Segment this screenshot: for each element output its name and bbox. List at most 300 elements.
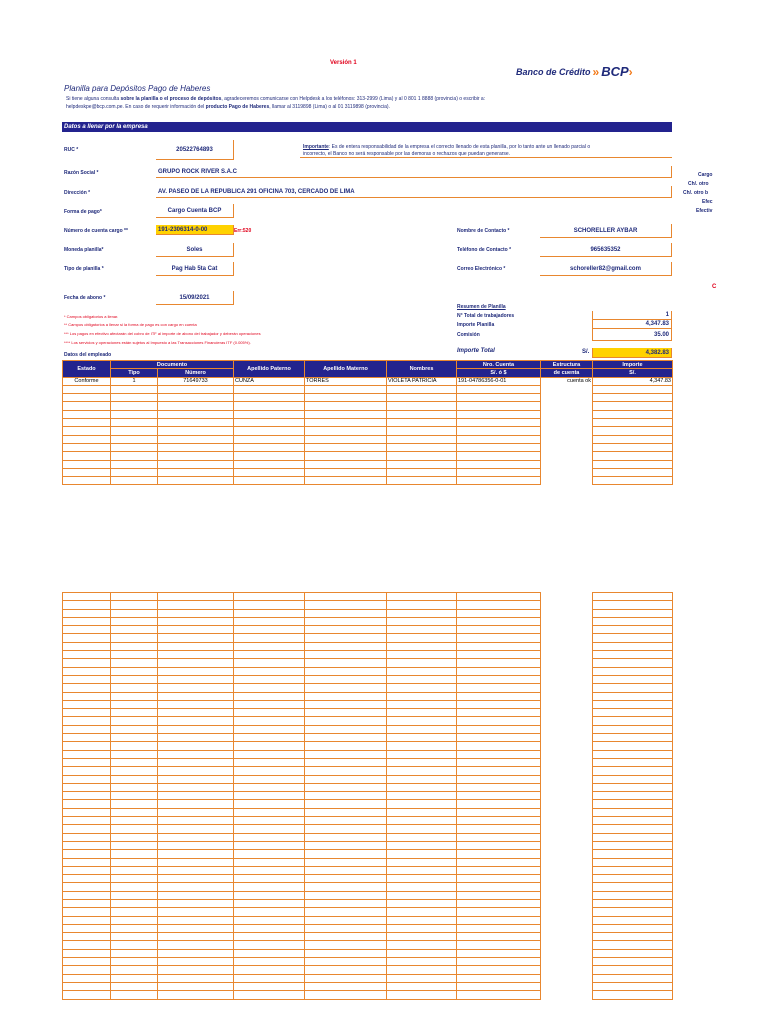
empty-cell[interactable] [111, 452, 158, 460]
empty-cell[interactable] [593, 626, 673, 634]
empty-cell[interactable] [593, 783, 673, 791]
empty-cell[interactable] [457, 427, 541, 435]
empty-cell[interactable] [593, 692, 673, 700]
empty-cell[interactable] [457, 742, 541, 750]
empty-cell[interactable] [457, 916, 541, 924]
empty-cell[interactable] [234, 825, 305, 833]
empty-cell[interactable] [387, 850, 457, 858]
table-row[interactable] [593, 626, 673, 634]
empty-cell[interactable] [63, 924, 111, 932]
empty-cell[interactable] [111, 402, 158, 410]
empty-cell[interactable] [593, 468, 673, 476]
empty-cell[interactable] [593, 675, 673, 683]
empty-cell[interactable] [63, 601, 111, 609]
empty-cell[interactable] [457, 767, 541, 775]
importe-row[interactable] [541, 419, 673, 427]
empty-cell[interactable] [457, 982, 541, 990]
empty-cell[interactable] [234, 675, 305, 683]
empty-cell[interactable] [111, 626, 158, 634]
empty-cell[interactable] [305, 833, 387, 841]
table-row[interactable] [593, 617, 673, 625]
empty-cell[interactable] [457, 899, 541, 907]
empty-cell[interactable] [387, 792, 457, 800]
table-row[interactable] [593, 709, 673, 717]
empty-cell[interactable] [457, 709, 541, 717]
importe-row[interactable] [541, 460, 673, 468]
empty-cell[interactable] [387, 410, 457, 418]
empty-cell[interactable] [63, 468, 111, 476]
empty-cell[interactable] [593, 394, 673, 402]
empty-cell[interactable] [387, 767, 457, 775]
empty-cell[interactable] [158, 841, 234, 849]
empty-cell[interactable] [387, 717, 457, 725]
empty-cell[interactable] [387, 858, 457, 866]
empty-cell[interactable] [63, 419, 111, 427]
empty-cell[interactable] [305, 974, 387, 982]
empty-cell[interactable] [234, 850, 305, 858]
table-row[interactable] [63, 991, 541, 999]
empty-cell[interactable] [593, 966, 673, 974]
empty-cell[interactable] [305, 949, 387, 957]
empty-cell[interactable] [387, 593, 457, 601]
table-row[interactable] [593, 991, 673, 999]
empty-cell[interactable] [158, 617, 234, 625]
table-row[interactable] [63, 858, 541, 866]
table-row[interactable] [593, 609, 673, 617]
empty-cell[interactable] [158, 908, 234, 916]
table-row[interactable] [63, 642, 541, 650]
empty-cell[interactable] [457, 825, 541, 833]
table-row[interactable] [63, 709, 541, 717]
empty-cell[interactable] [234, 783, 305, 791]
empty-cell[interactable] [387, 460, 457, 468]
empty-cell[interactable] [111, 443, 158, 451]
empty-cell[interactable] [457, 966, 541, 974]
importe-row[interactable] [541, 402, 673, 410]
table-row[interactable] [593, 725, 673, 733]
empty-cell[interactable] [593, 402, 673, 410]
table-row[interactable] [593, 642, 673, 650]
table-row[interactable] [63, 808, 541, 816]
empty-cell[interactable] [111, 750, 158, 758]
empty-cell[interactable] [457, 833, 541, 841]
empty-cell[interactable] [111, 949, 158, 957]
empty-cell[interactable] [593, 435, 673, 443]
table-row[interactable] [593, 924, 673, 932]
empty-cell[interactable] [457, 609, 541, 617]
empty-cell[interactable] [234, 427, 305, 435]
empty-cell[interactable] [234, 725, 305, 733]
empty-cell[interactable] [234, 924, 305, 932]
empty-cell[interactable] [457, 634, 541, 642]
empty-cell[interactable] [457, 435, 541, 443]
empty-cell[interactable] [111, 775, 158, 783]
empty-cell[interactable] [111, 684, 158, 692]
empty-cell[interactable] [234, 841, 305, 849]
cell-importe[interactable]: 4,347.83 [593, 377, 673, 385]
empty-cell[interactable] [111, 982, 158, 990]
empty-cell[interactable] [63, 460, 111, 468]
empty-cell[interactable] [387, 742, 457, 750]
importe-row[interactable] [541, 427, 673, 435]
empty-cell[interactable] [158, 667, 234, 675]
empty-cell[interactable] [63, 659, 111, 667]
table-row[interactable] [63, 758, 541, 766]
empty-cell[interactable] [387, 991, 457, 999]
empty-cell[interactable] [593, 742, 673, 750]
empty-cell[interactable] [63, 858, 111, 866]
empty-cell[interactable] [63, 891, 111, 899]
empty-cell[interactable] [387, 634, 457, 642]
empty-cell[interactable] [158, 875, 234, 883]
empty-cell[interactable] [457, 452, 541, 460]
empty-cell[interactable] [63, 477, 111, 485]
empty-cell[interactable] [387, 651, 457, 659]
empty-cell[interactable] [63, 808, 111, 816]
empty-cell[interactable] [387, 427, 457, 435]
table-row[interactable] [63, 875, 541, 883]
empty-cell[interactable] [111, 692, 158, 700]
empty-cell[interactable] [305, 750, 387, 758]
empty-cell[interactable] [305, 899, 387, 907]
empty-cell[interactable] [63, 949, 111, 957]
table-row[interactable] [593, 758, 673, 766]
empty-cell[interactable] [234, 477, 305, 485]
empty-cell[interactable] [111, 875, 158, 883]
empty-cell[interactable] [234, 974, 305, 982]
empty-cell[interactable] [158, 825, 234, 833]
table-row[interactable] [593, 883, 673, 891]
empty-cell[interactable] [234, 435, 305, 443]
empty-cell[interactable] [158, 460, 234, 468]
empty-cell[interactable] [593, 916, 673, 924]
correo-field[interactable]: schoreller82@gmail.com [540, 262, 672, 276]
empty-cell[interactable] [387, 385, 457, 393]
empty-cell[interactable] [593, 875, 673, 883]
empty-cell[interactable] [158, 394, 234, 402]
empty-cell[interactable] [457, 394, 541, 402]
empty-cell[interactable] [158, 941, 234, 949]
empty-cell[interactable] [234, 651, 305, 659]
empty-cell[interactable] [111, 700, 158, 708]
empty-cell[interactable] [111, 617, 158, 625]
empty-cell[interactable] [457, 626, 541, 634]
empty-cell[interactable] [457, 974, 541, 982]
table-row[interactable] [63, 817, 541, 825]
table-row[interactable] [593, 800, 673, 808]
empty-cell[interactable] [63, 767, 111, 775]
empty-cell[interactable] [387, 684, 457, 692]
empty-cell[interactable] [234, 700, 305, 708]
empty-cell[interactable] [158, 949, 234, 957]
importe-row[interactable] [541, 477, 673, 485]
empty-cell[interactable] [111, 966, 158, 974]
empty-cell[interactable] [305, 858, 387, 866]
table-row[interactable] [593, 634, 673, 642]
empty-cell[interactable] [387, 709, 457, 717]
empty-cell[interactable] [234, 692, 305, 700]
empty-cell[interactable] [593, 725, 673, 733]
empty-cell[interactable] [387, 783, 457, 791]
cell-ap-materno[interactable]: TORRES [305, 377, 387, 385]
empty-cell[interactable] [593, 642, 673, 650]
empty-cell[interactable] [234, 452, 305, 460]
empty-cell[interactable] [593, 634, 673, 642]
empty-cell[interactable] [305, 601, 387, 609]
importe-row[interactable] [541, 468, 673, 476]
empty-cell[interactable] [111, 468, 158, 476]
table-row[interactable] [63, 750, 541, 758]
empty-cell[interactable] [387, 402, 457, 410]
table-row[interactable] [593, 667, 673, 675]
empty-cell[interactable] [457, 675, 541, 683]
empty-cell[interactable] [305, 991, 387, 999]
empty-cell[interactable] [593, 659, 673, 667]
table-row[interactable] [63, 933, 541, 941]
empty-cell[interactable] [63, 642, 111, 650]
table-row[interactable] [63, 593, 541, 601]
empty-cell[interactable] [457, 758, 541, 766]
cell-numero[interactable]: 71649733 [158, 377, 234, 385]
table-row[interactable] [63, 982, 541, 990]
empty-cell[interactable] [305, 825, 387, 833]
empty-cell[interactable] [305, 684, 387, 692]
empty-cell[interactable] [305, 435, 387, 443]
empty-cell[interactable] [593, 767, 673, 775]
empty-cell[interactable] [111, 460, 158, 468]
empty-cell[interactable] [63, 875, 111, 883]
cell-ap-paterno[interactable]: CUNZA [234, 377, 305, 385]
empty-cell[interactable] [305, 460, 387, 468]
empty-cell[interactable] [111, 825, 158, 833]
empty-cell[interactable] [111, 477, 158, 485]
empty-cell[interactable] [234, 617, 305, 625]
empty-cell[interactable] [305, 850, 387, 858]
empty-cell[interactable] [387, 675, 457, 683]
empty-cell[interactable] [593, 601, 673, 609]
empty-cell[interactable] [387, 833, 457, 841]
empty-cell[interactable] [457, 908, 541, 916]
empty-cell[interactable] [305, 734, 387, 742]
empty-cell[interactable] [111, 742, 158, 750]
table-row[interactable] [593, 850, 673, 858]
table-row[interactable] [593, 949, 673, 957]
empty-cell[interactable] [158, 385, 234, 393]
empty-cell[interactable] [457, 891, 541, 899]
empty-cell[interactable] [111, 866, 158, 874]
empty-cell[interactable] [593, 833, 673, 841]
empty-cell[interactable] [305, 394, 387, 402]
empty-cell[interactable] [111, 675, 158, 683]
table-row[interactable] [63, 377, 541, 385]
table-row[interactable] [63, 419, 541, 427]
empty-cell[interactable] [593, 899, 673, 907]
empty-cell[interactable] [158, 916, 234, 924]
empty-cell[interactable] [158, 651, 234, 659]
table-row[interactable] [63, 949, 541, 957]
empty-cell[interactable] [111, 435, 158, 443]
empty-cell[interactable] [305, 725, 387, 733]
empty-cell[interactable] [387, 941, 457, 949]
empty-cell[interactable] [305, 958, 387, 966]
empty-cell[interactable] [305, 477, 387, 485]
fecha-field[interactable]: 15/09/2021 [156, 291, 234, 305]
empty-cell[interactable] [457, 991, 541, 999]
empty-cell[interactable] [387, 734, 457, 742]
empty-cell[interactable] [111, 725, 158, 733]
empty-cell[interactable] [158, 452, 234, 460]
table-row[interactable] [63, 841, 541, 849]
table-row[interactable] [63, 941, 541, 949]
empty-cell[interactable] [387, 808, 457, 816]
table-row[interactable] [63, 916, 541, 924]
empty-cell[interactable] [111, 593, 158, 601]
table-row[interactable] [593, 841, 673, 849]
empty-cell[interactable] [457, 651, 541, 659]
empty-cell[interactable] [158, 866, 234, 874]
empty-cell[interactable] [593, 684, 673, 692]
empty-cell[interactable] [305, 767, 387, 775]
empty-cell[interactable] [234, 626, 305, 634]
empty-cell[interactable] [387, 825, 457, 833]
empty-cell[interactable] [111, 833, 158, 841]
empty-cell[interactable] [158, 700, 234, 708]
empty-cell[interactable] [63, 833, 111, 841]
empty-cell[interactable] [63, 593, 111, 601]
empty-cell[interactable] [158, 966, 234, 974]
empty-cell[interactable] [593, 825, 673, 833]
table-row[interactable] [63, 700, 541, 708]
empty-cell[interactable] [305, 941, 387, 949]
empty-cell[interactable] [593, 758, 673, 766]
empty-cell[interactable] [305, 966, 387, 974]
table-row[interactable] [593, 651, 673, 659]
empty-cell[interactable] [63, 617, 111, 625]
empty-cell[interactable] [63, 717, 111, 725]
empty-cell[interactable] [457, 875, 541, 883]
empty-cell[interactable] [234, 991, 305, 999]
empty-cell[interactable] [234, 966, 305, 974]
empty-cell[interactable] [593, 410, 673, 418]
empty-cell[interactable] [305, 593, 387, 601]
empty-cell[interactable] [63, 825, 111, 833]
empty-cell[interactable] [158, 402, 234, 410]
table-row[interactable] [593, 717, 673, 725]
table-row[interactable] [63, 468, 541, 476]
empty-cell[interactable] [63, 908, 111, 916]
empty-cell[interactable] [111, 427, 158, 435]
empty-cell[interactable] [234, 883, 305, 891]
empty-cell[interactable] [457, 734, 541, 742]
empty-cell[interactable] [63, 443, 111, 451]
empty-cell[interactable] [63, 883, 111, 891]
empty-cell[interactable] [457, 933, 541, 941]
table-row[interactable] [63, 792, 541, 800]
empty-cell[interactable] [593, 750, 673, 758]
empty-cell[interactable] [387, 924, 457, 932]
importe-row[interactable] [541, 452, 673, 460]
empty-cell[interactable] [63, 792, 111, 800]
empty-cell[interactable] [111, 817, 158, 825]
forma-pago-field[interactable]: Cargo Cuenta BCP [156, 204, 234, 218]
empty-cell[interactable] [457, 958, 541, 966]
table-row[interactable] [593, 908, 673, 916]
empty-cell[interactable] [593, 808, 673, 816]
empty-cell[interactable] [305, 916, 387, 924]
empty-cell[interactable] [234, 958, 305, 966]
empty-cell[interactable] [158, 991, 234, 999]
empty-cell[interactable] [63, 966, 111, 974]
table-row[interactable] [63, 659, 541, 667]
empty-cell[interactable] [457, 593, 541, 601]
table-row[interactable] [593, 825, 673, 833]
table-row[interactable] [63, 385, 541, 393]
table-row[interactable] [63, 899, 541, 907]
empty-cell[interactable] [111, 941, 158, 949]
empty-cell[interactable] [158, 419, 234, 427]
empty-cell[interactable] [593, 883, 673, 891]
empty-cell[interactable] [234, 468, 305, 476]
importe-row[interactable] [541, 377, 673, 385]
empty-cell[interactable] [593, 477, 673, 485]
table-row[interactable] [593, 916, 673, 924]
empty-cell[interactable] [593, 933, 673, 941]
empty-cell[interactable] [111, 659, 158, 667]
empty-cell[interactable] [63, 435, 111, 443]
table-row[interactable] [63, 800, 541, 808]
cell-estado[interactable]: Conforme [63, 377, 111, 385]
empty-cell[interactable] [111, 974, 158, 982]
empty-cell[interactable] [63, 609, 111, 617]
empty-cell[interactable] [457, 883, 541, 891]
empty-cell[interactable] [111, 991, 158, 999]
empty-cell[interactable] [593, 617, 673, 625]
empty-cell[interactable] [158, 725, 234, 733]
empty-cell[interactable] [158, 601, 234, 609]
table-row[interactable] [593, 792, 673, 800]
empty-cell[interactable] [457, 700, 541, 708]
table-row[interactable] [593, 767, 673, 775]
empty-cell[interactable] [234, 767, 305, 775]
empty-cell[interactable] [63, 841, 111, 849]
table-row[interactable] [593, 808, 673, 816]
empty-cell[interactable] [593, 667, 673, 675]
empty-cell[interactable] [158, 626, 234, 634]
empty-cell[interactable] [387, 452, 457, 460]
contacto-field[interactable]: SCHORELLER AYBAR [540, 224, 672, 238]
empty-cell[interactable] [593, 858, 673, 866]
empty-cell[interactable] [111, 394, 158, 402]
empty-cell[interactable] [158, 958, 234, 966]
table-row[interactable] [63, 452, 541, 460]
empty-cell[interactable] [593, 651, 673, 659]
empty-cell[interactable] [305, 410, 387, 418]
empty-cell[interactable] [305, 775, 387, 783]
empty-cell[interactable] [63, 667, 111, 675]
empty-cell[interactable] [111, 792, 158, 800]
empty-cell[interactable] [158, 933, 234, 941]
empty-cell[interactable] [111, 841, 158, 849]
empty-cell[interactable] [111, 899, 158, 907]
cuenta-field[interactable]: 191-2306314-0-00 [156, 225, 234, 235]
empty-cell[interactable] [158, 883, 234, 891]
table-row[interactable] [63, 850, 541, 858]
empty-cell[interactable] [593, 850, 673, 858]
empty-cell[interactable] [158, 899, 234, 907]
table-row[interactable] [63, 725, 541, 733]
empty-cell[interactable] [63, 675, 111, 683]
empty-cell[interactable] [593, 792, 673, 800]
